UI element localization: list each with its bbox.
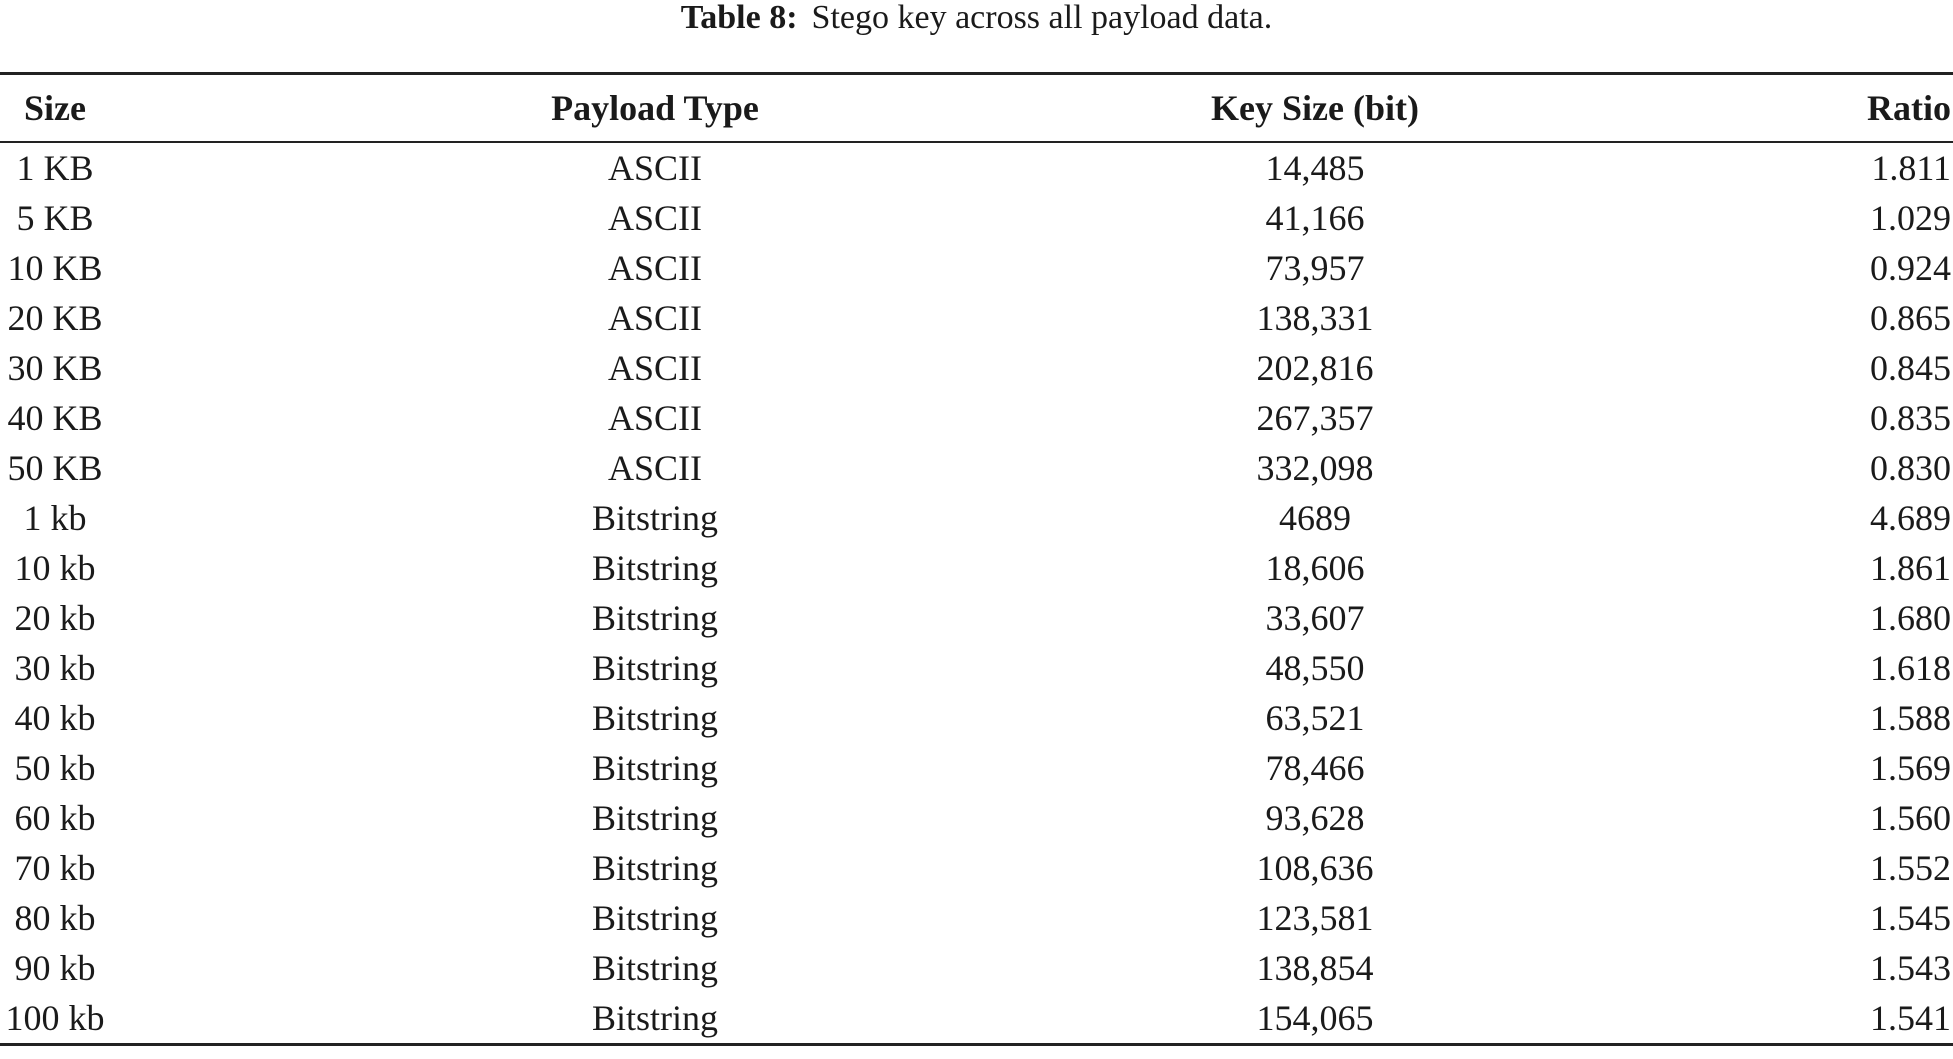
cell-ratio: 1.543 [1870, 948, 1951, 988]
cell-payload-type: Bitstring [591, 948, 719, 988]
cell-ratio: 1.552 [1870, 848, 1951, 888]
cell-key-size: 154,065 [1256, 998, 1374, 1038]
cell-size: 1 KB [16, 148, 94, 188]
cell-key-size: 48,550 [1265, 648, 1365, 688]
cell-ratio: 1.588 [1870, 698, 1951, 738]
cell-payload-type: Bitstring [591, 848, 719, 888]
cell-size: 70 kb [14, 848, 96, 888]
cell-payload-type: Bitstring [591, 998, 719, 1038]
cell-payload-type: Bitstring [591, 748, 719, 788]
cell-ratio: 1.680 [1870, 598, 1951, 638]
cell-size: 50 KB [7, 448, 103, 488]
table-row [0, 243, 1953, 293]
table-row [0, 943, 1953, 993]
caption-label: Table 8: [680, 0, 798, 36]
cell-key-size: 4689 [1279, 498, 1351, 538]
header-key-size: Key Size (bit) [1211, 88, 1419, 128]
cell-key-size: 14,485 [1265, 148, 1365, 188]
table-row [0, 293, 1953, 343]
table-row [0, 593, 1953, 643]
cell-size: 30 kb [14, 648, 96, 688]
cell-ratio: 1.545 [1870, 898, 1951, 938]
table-row [0, 843, 1953, 893]
table-row [0, 743, 1953, 793]
cell-key-size: 267,357 [1256, 398, 1374, 438]
cell-ratio: 0.830 [1870, 448, 1951, 488]
table-header-row [0, 74, 1953, 143]
table-row [0, 643, 1953, 693]
cell-key-size: 108,636 [1256, 848, 1374, 888]
cell-key-size: 93,628 [1265, 798, 1365, 838]
cell-payload-type: ASCII [607, 298, 702, 338]
cell-payload-type: ASCII [607, 448, 702, 488]
cell-size: 100 kb [5, 998, 105, 1038]
cell-size: 30 KB [7, 348, 103, 388]
cell-payload-type: ASCII [607, 398, 702, 438]
cell-payload-type: ASCII [607, 348, 702, 388]
caption-text: Stego key across all payload data. [811, 0, 1273, 36]
cell-payload-type: Bitstring [591, 798, 719, 838]
header-size: Size [24, 88, 86, 128]
table-body [0, 142, 1953, 1045]
cell-size: 40 kb [14, 698, 96, 738]
cell-key-size: 138,331 [1256, 298, 1374, 338]
cell-payload-type: ASCII [607, 248, 702, 288]
cell-size: 90 kb [14, 948, 96, 988]
cell-payload-type: Bitstring [591, 598, 719, 638]
table-row [0, 793, 1953, 843]
cell-key-size: 332,098 [1256, 448, 1374, 488]
cell-key-size: 73,957 [1265, 248, 1365, 288]
cell-ratio: 1.618 [1870, 648, 1951, 688]
cell-size: 40 KB [7, 398, 103, 438]
cell-size: 50 kb [14, 748, 96, 788]
cell-ratio: 0.924 [1870, 248, 1951, 288]
cell-ratio: 1.541 [1870, 998, 1951, 1038]
cell-size: 5 KB [16, 198, 94, 238]
cell-key-size: 138,854 [1256, 948, 1374, 988]
stego-key-table [0, 72, 1953, 1046]
cell-payload-type: Bitstring [591, 898, 719, 938]
cell-size: 80 kb [14, 898, 96, 938]
cell-size: 1 kb [23, 498, 87, 538]
header-payload-type: Payload Type [551, 88, 759, 128]
cell-payload-type: Bitstring [591, 698, 719, 738]
stego-key-table-container [0, 72, 1953, 1046]
cell-size: 60 kb [14, 798, 96, 838]
header-ratio: Ratio [1867, 88, 1951, 128]
cell-ratio: 1.811 [1871, 148, 1951, 188]
cell-payload-type: Bitstring [591, 648, 719, 688]
cell-key-size: 78,466 [1265, 748, 1365, 788]
cell-payload-type: ASCII [607, 148, 702, 188]
table-row [0, 443, 1953, 493]
table-row [0, 493, 1953, 543]
cell-ratio: 1.569 [1870, 748, 1951, 788]
cell-size: 10 kb [14, 548, 96, 588]
table-row [0, 142, 1953, 193]
table-row [0, 393, 1953, 443]
cell-payload-type: ASCII [607, 198, 702, 238]
cell-key-size: 63,521 [1265, 698, 1365, 738]
cell-ratio: 1.560 [1870, 798, 1951, 838]
cell-ratio: 1.861 [1870, 548, 1951, 588]
cell-ratio: 0.835 [1870, 398, 1951, 438]
cell-ratio: 1.029 [1870, 198, 1951, 238]
cell-payload-type: Bitstring [591, 548, 719, 588]
cell-key-size: 202,816 [1256, 348, 1374, 388]
table-row [0, 543, 1953, 593]
cell-key-size: 123,581 [1256, 898, 1374, 938]
table-row [0, 993, 1953, 1045]
cell-ratio: 0.865 [1870, 298, 1951, 338]
cell-ratio: 0.845 [1870, 348, 1951, 388]
cell-key-size: 33,607 [1265, 598, 1365, 638]
cell-key-size: 41,166 [1265, 198, 1365, 238]
cell-payload-type: Bitstring [591, 498, 719, 538]
cell-key-size: 18,606 [1265, 548, 1365, 588]
cell-size: 20 KB [7, 298, 103, 338]
cell-size: 10 KB [7, 248, 103, 288]
cell-size: 20 kb [14, 598, 96, 638]
table-caption [0, 0, 1953, 40]
table-row [0, 193, 1953, 243]
table-row [0, 343, 1953, 393]
table-row [0, 893, 1953, 943]
table-row [0, 693, 1953, 743]
cell-ratio: 4.689 [1870, 498, 1951, 538]
